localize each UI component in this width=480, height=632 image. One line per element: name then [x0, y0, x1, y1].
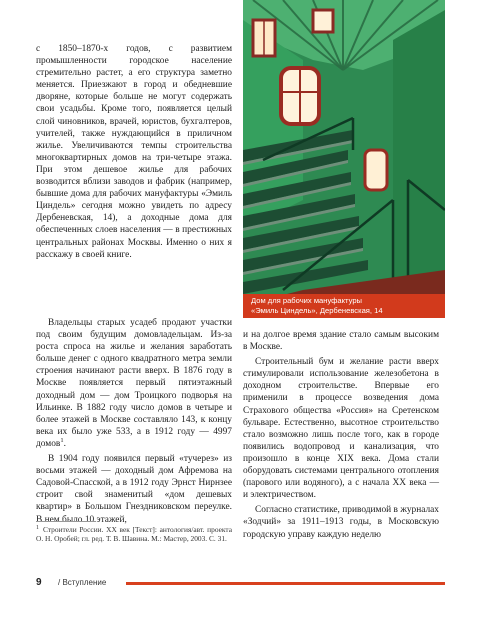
body-text-left-top	[36, 43, 232, 261]
footnote-number: 1	[36, 524, 39, 531]
section-title: / Вступление	[58, 578, 107, 587]
footnote-text: Строители России. XX век [Текст]: антология/авт. проекта О. Н. Оробей; гл. ред. Т. В. Шавина. М.: Мастер, 2003. С. 31.	[36, 525, 232, 544]
staircase-photo	[243, 0, 445, 318]
paragraph: Владельцы старых усадеб продают участки под своим будущим домовладельцам. Из-за роста спроса на жилье и желания заработать больше денег с одного квадратного метра земли строения начинают расти вверх. В 1876 году в Москве появляется первый пятиэтажный доходный дом — дом Троицкого подворья на Ильинке. В 1882 году число домов в четыре и более этажей в Москве составляло 143, к концу века их было уже 533, а в 1912 году — 4997 домов$^1$.	[36, 318, 232, 449]
footer-accent-bar	[126, 582, 445, 585]
page-number: 9	[36, 577, 42, 588]
caption-line-2: «Эмиль Циндель», Дербеневская, 14	[251, 306, 383, 315]
staircase-illustration	[243, 0, 445, 318]
paragraph: Строительный бум и желание расти вверх стимулировали использование железобетона в доходном строительстве. Впервые его применили в процессе возведения дома Страхового общества «Россия» на Сретенском бульваре. Естественно, высотное строительство стало возможно лишь после того, как в городе появились водопровод и канализация, что произошло в конце XIX века. Дома стали оборудовать системами центрального отопления (парового или водяного), а с начала XX века — и электричеством.	[243, 357, 439, 501]
footnote-divider	[36, 521, 96, 522]
photo-caption	[243, 294, 445, 318]
paragraph: В 1904 году появился первый «тучерез» из восьми этажей — доходный дом Афремова на Садовой-Спасской, а в 1912 году Эрнст Нирнзее строит свой знаменитый «дом дешевых квартир» в Большом Гнездниковском переулке. В нем было 10 этажей,	[36, 454, 232, 525]
caption-line-1: Дом для рабочих мануфактуры	[251, 296, 363, 305]
page-footer	[36, 577, 445, 593]
footnote-reference: 1	[60, 436, 64, 444]
body-text-left-bottom	[36, 317, 232, 526]
footnote	[36, 525, 232, 543]
paragraph: с 1850–1870-х годов, с развитием промышленности городское население стремительно растет, а его структура заметно меняется. Приезжают в город и обедневшие дворяне, которые больше не могут содержать свои усадьбы. Кроме того, появляется целый слой чиновников, врачей, юристов, бухгалтеров, учителей, также нуждающийся в приличном жилье. Увеличиваются темпы строительства многоквартирных домов на три-четыре этажа. При этом дешевое жилье для рабочих возводится вблизи заводов и фабрик (например, бывшие дома для рабочих мануфактуры «Эмиль Циндель» сегодня можно увидеть по адресу Дербеневская, 14), а доходные дома для обеспеченных слоев населения — в престижных центральных районах Москвы. Именно о них я расскажу в своей книге.	[36, 44, 232, 260]
paragraph: и на долгое время здание стало самым высоким в Москве.	[243, 330, 439, 353]
paragraph: Согласно статистике, приводимой в журналах «Зодчий» за 1911–1913 годы, в Московскую городскую управу каждую неделю	[243, 505, 439, 540]
body-text-right	[243, 329, 439, 541]
paragraph-text: Владельцы старых усадеб продают участки под своим будущим домовладельцам. Из-за роста спроса на жилье и желания заработать больше денег с одного квадратного метра земли строения начинают расти вверх. В 1876 году в Москве появляется первый пятиэтажный доходный дом — дом Троицкого подворья на Ильинке. В 1882 году число домов в четыре и более этажей в Москве составляло 143, к концу века их было уже 533, а в 1912 году — 4997 домов	[36, 318, 232, 449]
